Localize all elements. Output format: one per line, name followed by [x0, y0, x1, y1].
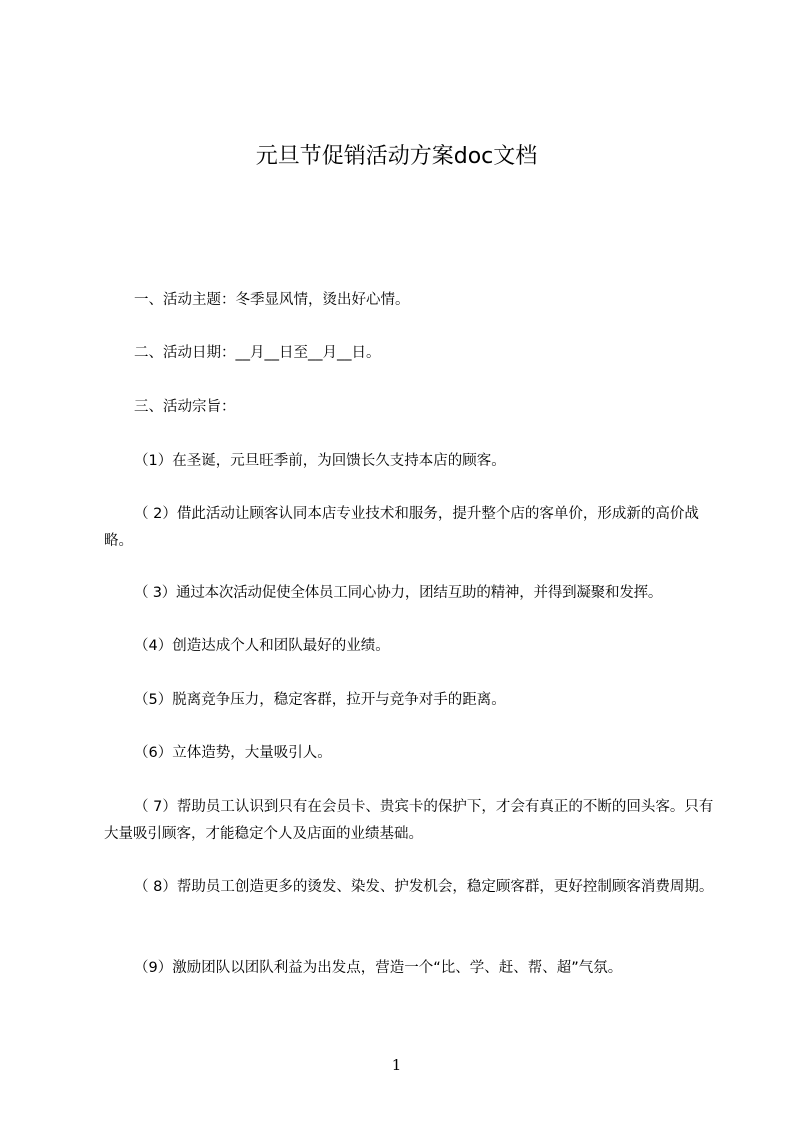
paragraph-activity-purpose-heading: 三、活动宗旨：	[134, 399, 236, 415]
paragraph-purpose-7: （ 7）帮助员工认识到只有在会员卡、贵宾卡的保护下，才会有真正的不断的回头客。只有大量吸引顾客，才能稳定个人及店面的业绩基础。	[104, 799, 714, 842]
paragraph-purpose-6: （6）立体造势，大量吸引人。	[134, 745, 332, 761]
paragraph-purpose-9: （9）激励团队以团队利益为出发点，营造一个“比、学、赶、帮、超”气氛。	[134, 960, 623, 976]
page-number: 1	[391, 1056, 402, 1074]
paragraph-purpose-3: （ 3）通过本次活动促使全体员工同心协力，团结互助的精神，并得到凝聚和发挥。	[134, 585, 663, 601]
paragraph-purpose-5: （5）脱离竞争压力，稳定客群，拉开与竞争对手的距离。	[134, 692, 506, 708]
document-title: 元旦节促销活动方案doc文档	[255, 144, 538, 169]
paragraph-purpose-1: （1）在圣诞，元旦旺季前，为回馈长久支持本店的顾客。	[134, 453, 506, 469]
paragraph-purpose-8: （ 8）帮助员工创造更多的烫发、染发、护发机会，稳定顾客群，更好控制顾客消费周期。	[134, 879, 714, 895]
paragraph-purpose-2: （ 2）借此活动让顾客认同本店专业技术和服务，提升整个店的客单价，形成新的高价战略。	[104, 506, 699, 549]
paragraph-activity-theme: 一、活动主题：冬季显风情，烫出好心情。	[134, 292, 410, 308]
paragraph-purpose-4: （4）创造达成个人和团队最好的业绩。	[134, 638, 390, 654]
paragraph-activity-date: 二、活动日期：__月__日至__月__日。	[134, 345, 381, 361]
